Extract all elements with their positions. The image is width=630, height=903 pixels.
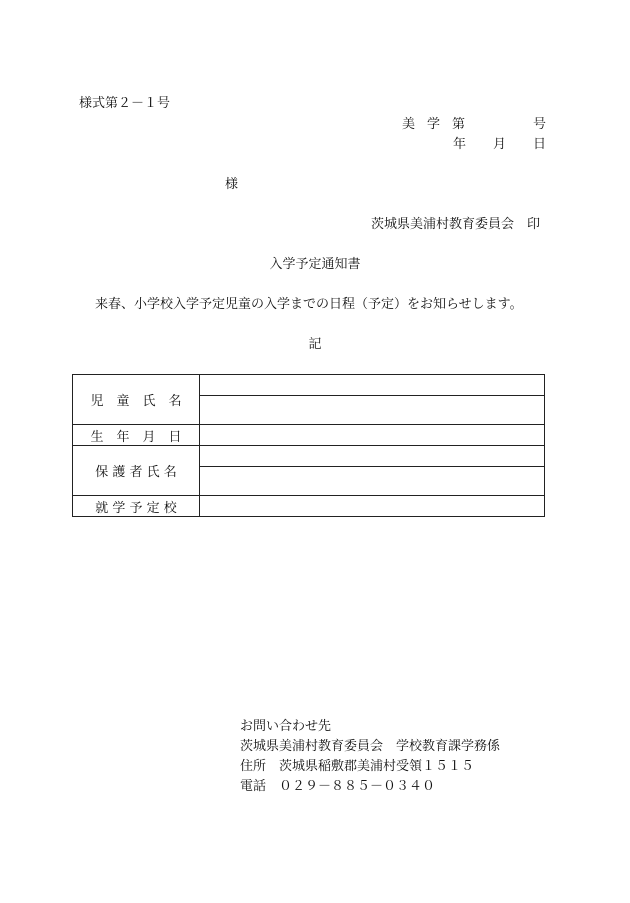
table-row [73,375,545,396]
document-title: 入学予定通知書 [269,257,361,272]
contact-block [240,717,500,797]
info-table [72,374,545,517]
intro-text: 来春、小学校入学予定児童の入学までの日程（予定）をお知らせします。 [95,297,523,312]
doc-number-char: 号 [533,117,547,132]
doc-number-char: 第 [452,117,466,132]
ki-heading: 記 [308,337,322,352]
school-field[interactable] [200,496,545,517]
child-name-kana-field[interactable] [200,375,545,396]
label-school: 就 学 予 定 校 [73,496,200,517]
issuer: 茨城県美浦村教育委員会 印 [371,217,541,232]
contact-heading: お問い合わせ先 [240,719,332,734]
label-birth-date: 生 年 月 日 [73,425,200,446]
date-year: 年 [453,137,467,152]
doc-number-char: 学 [427,117,441,132]
guardian-name-kana-field[interactable] [200,446,545,467]
contact-phone: 電話 ０２９－８８５－０３４０ [240,779,436,794]
form-number: 様式第２－１号 [79,96,171,111]
label-child-name: 児 童 氏 名 [73,375,200,425]
date-day: 日 [533,137,547,152]
addressee: 様 [225,177,239,192]
label-guardian-name: 保 護 者 氏 名 [73,446,200,496]
date-month: 月 [493,137,507,152]
doc-number-char: 美 [402,117,416,132]
table-row [73,425,545,446]
guardian-name-field[interactable] [200,467,545,496]
table-row [73,496,545,517]
contact-department: 茨城県美浦村教育委員会 学校教育課学務係 [240,739,501,754]
child-name-field[interactable] [200,396,545,425]
contact-address: 住所 茨城県稲敷郡美浦村受領１５１５ [240,759,475,774]
table-row [73,446,545,467]
birth-date-field[interactable] [200,425,545,446]
